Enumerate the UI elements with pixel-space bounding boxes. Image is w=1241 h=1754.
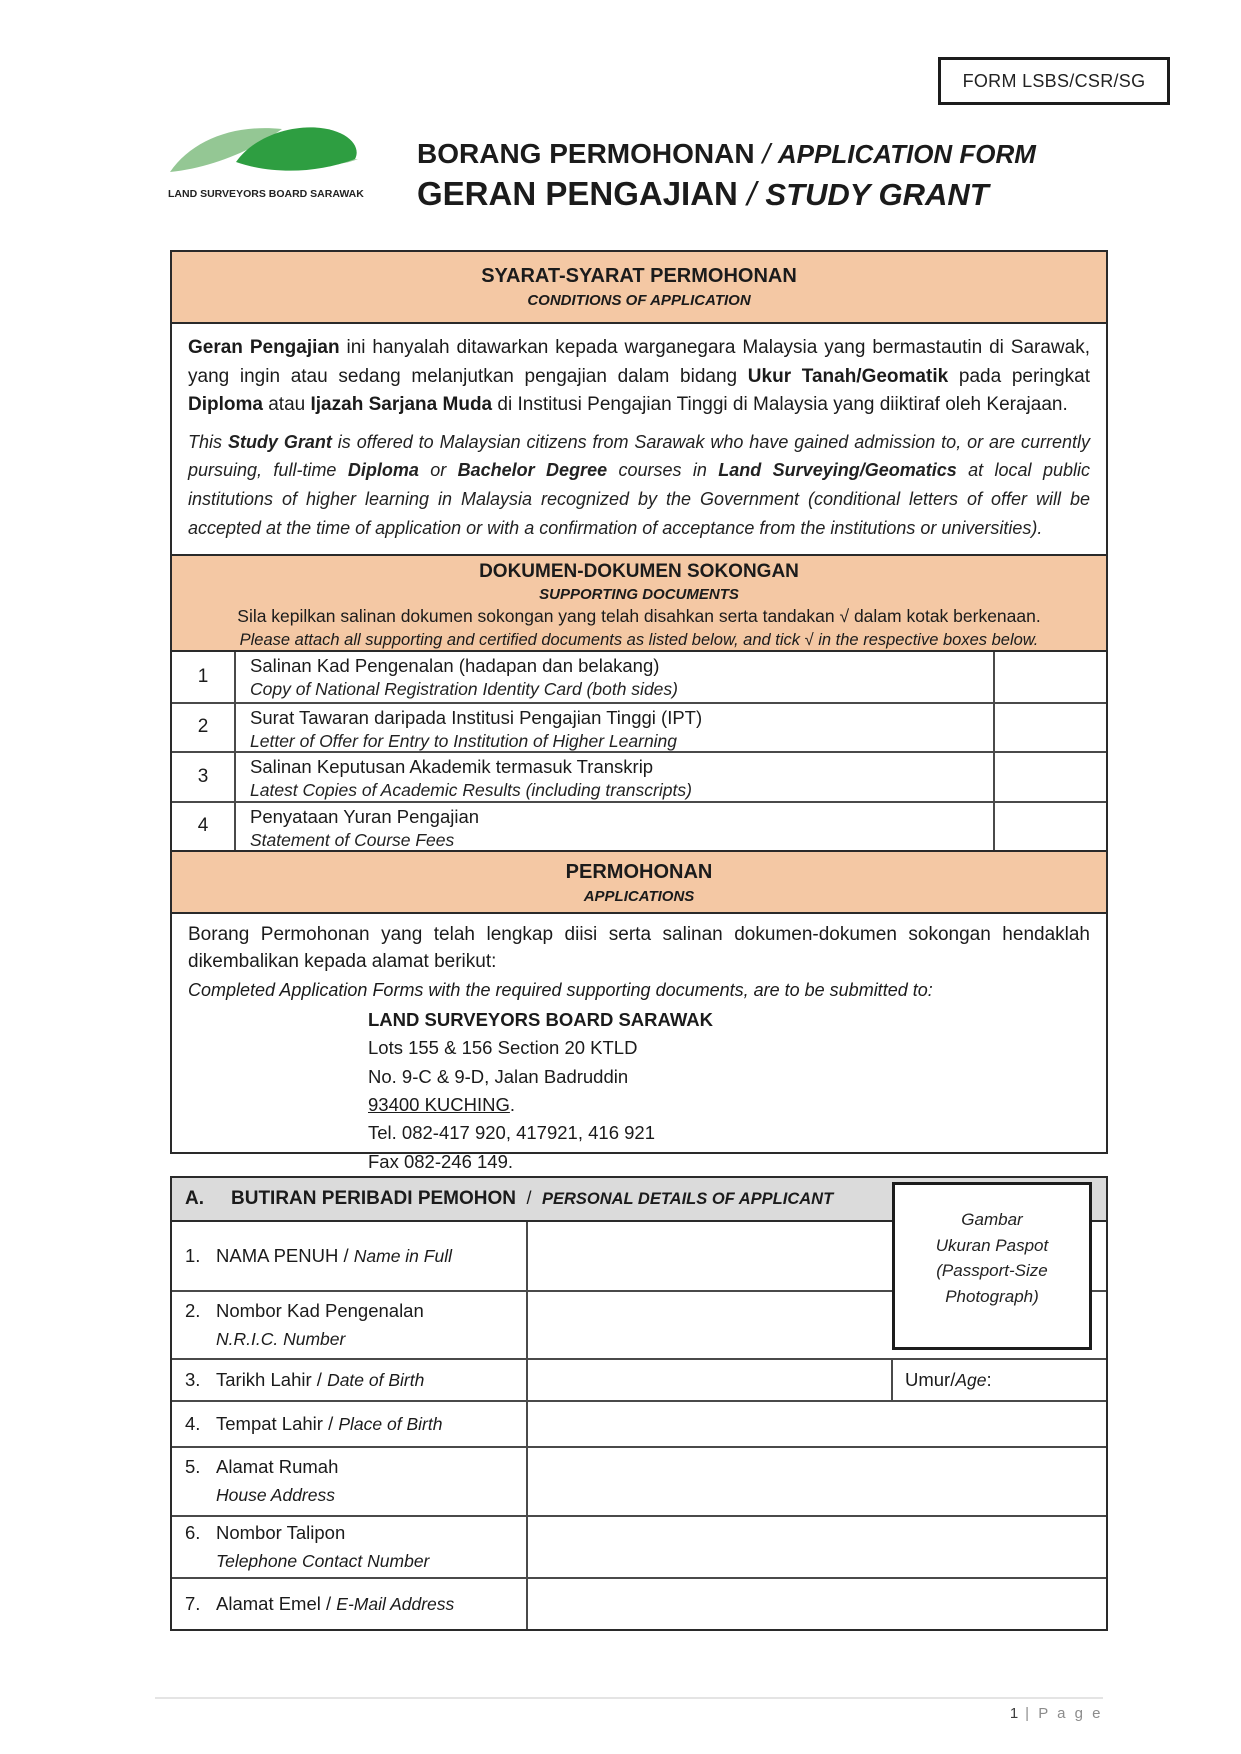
- document-desc-malay: Penyataan Yuran Pengajian: [250, 805, 480, 827]
- place-of-birth-input-cell: [528, 1402, 1106, 1446]
- telephone-input-cell: [528, 1517, 1106, 1577]
- tick-box-cell: [993, 753, 1106, 801]
- applications-body: [170, 914, 1108, 1172]
- address-line: No. 9-C & 9-D, Jalan Badruddin: [368, 1065, 629, 1087]
- applications-header-english: APPLICATIONS: [583, 888, 695, 905]
- address-line: Lots 155 & 156 Section 20 KTLD: [368, 1037, 638, 1059]
- conditions-header-malay: SYARAT-SYARAT PERMOHONAN: [481, 265, 797, 287]
- document-number: 1: [172, 652, 236, 702]
- applications-paragraph-malay: Borang Permohonan yang telah lengkap diisi serta salinan dokumen-dokumen sokongan hendaklah dikembalikan kepada alamat berikut:: [188, 924, 1090, 972]
- address-org-name: LAND SURVEYORS BOARD SARAWAK: [368, 1009, 714, 1031]
- form-title-line-1: BORANG PERMOHONAN / APPLICATION FORM: [417, 138, 1036, 169]
- address-fax: Fax 082-246 149.: [368, 1150, 514, 1172]
- address-city: 93400 KUCHING.: [368, 1094, 516, 1116]
- document-desc-malay: Surat Tawaran daripada Institusi Pengajian Tinggi (IPT): [250, 706, 703, 728]
- documents-instruction-malay: Sila kepilkan salinan dokumen sokongan yang telah disahkan serta tandakan √ dalam kotak berkenaan.: [237, 606, 1041, 627]
- field-row-telephone: [172, 1515, 1106, 1577]
- documents-section-header: [170, 556, 1108, 652]
- field-number: 4.: [185, 1412, 201, 1434]
- house-address-input-cell: [528, 1448, 1106, 1515]
- field-label: Alamat Rumah House Address: [216, 1456, 339, 1506]
- date-of-birth-input-cell: [528, 1360, 891, 1400]
- field-row-date-of-birth: [172, 1358, 1106, 1400]
- document-desc-english: Copy of National Registration Identity Card (both sides): [250, 679, 678, 700]
- document-desc-english: Latest Copies of Academic Results (including transcripts): [250, 780, 692, 801]
- title-line1-english: APPLICATION FORM: [777, 139, 1036, 169]
- conditions-body: [170, 324, 1108, 556]
- field-label: NAMA PENUH / Name in Full: [216, 1244, 452, 1266]
- documents-instruction-english: Please attach all supporting and certified documents as listed below, and tick √ in the respective boxes below.: [239, 630, 1039, 649]
- section-title-malay: BUTIRAN PERIBADI PEMOHON: [231, 1188, 517, 1209]
- form-title-line-2: GERAN PENGAJIAN / STUDY GRANT: [417, 175, 989, 212]
- conditions-header-english: CONDITIONS OF APPLICATION: [527, 292, 751, 309]
- document-number: 3: [172, 753, 236, 801]
- document-description: [236, 652, 993, 702]
- field-row-email: [172, 1577, 1106, 1629]
- document-row: [172, 702, 1106, 752]
- logo-caption: LAND SURVEYORS BOARD SARAWAK: [168, 188, 364, 200]
- document-desc-english: Statement of Course Fees: [250, 829, 455, 850]
- email-input-cell: [528, 1579, 1106, 1629]
- field-label: Nombor Kad Pengenalan N.R.I.C. Number: [216, 1299, 424, 1349]
- applications-header-malay: PERMOHONAN: [565, 861, 713, 883]
- tick-box-cell: [993, 652, 1106, 702]
- field-number: 3.: [185, 1368, 201, 1390]
- section-title-english: PERSONAL DETAILS OF APPLICANT: [541, 1190, 834, 1208]
- applications-section-header: [170, 852, 1108, 914]
- form-code-text: FORM LSBS/CSR/SG: [962, 70, 1146, 91]
- passport-photo-box: Gambar Ukuran Paspot (Passport-Size Photograph): [892, 1182, 1092, 1350]
- field-label: Nombor Talipon Telephone Contact Number: [216, 1521, 430, 1571]
- field-number: 6.: [185, 1521, 201, 1543]
- document-desc-malay: Salinan Kad Pengenalan (hadapan dan belakang): [250, 655, 660, 676]
- page-number: 1 | P a g e: [1009, 1705, 1103, 1722]
- form-code-box: [938, 57, 1170, 105]
- document-number: 2: [172, 704, 236, 752]
- documents-header-malay: DOKUMEN-DOKUMEN SOKONGAN: [479, 561, 799, 582]
- main-form-sheet: [170, 250, 1108, 1172]
- form-title: [417, 138, 1117, 213]
- field-label: Tarikh Lahir / Date of Birth: [216, 1368, 425, 1390]
- section-letter: A.: [185, 1188, 204, 1209]
- tick-box-cell: [993, 704, 1106, 752]
- field-number: 1.: [185, 1244, 201, 1266]
- submission-address: [368, 1008, 1090, 1173]
- conditions-paragraph-malay: Geran Pengajian ini hanyalah ditawarkan kepada warganegara Malaysia yang bermastautin di Sarawak, yang ingin atau sedang melanjutkan pengajian dalam bidang Ukur Tanah/Geomatik pada peringkat Diploma atau Ijazah Sarjana Muda di Institusi Pengajian Tinggi di Malaysia yang diiktiraf oleh Kerajaan.: [188, 337, 1090, 415]
- document-description: [236, 753, 993, 801]
- field-label: Alamat Emel / E-Mail Address: [216, 1592, 455, 1614]
- document-description: [236, 704, 993, 752]
- section-a-title: BUTIRAN PERIBADI PEMOHON / PERSONAL DETAILS OF APPLICANT: [231, 1188, 834, 1209]
- document-desc-english: Letter of Offer for Entry to Institution of Higher Learning: [250, 730, 678, 751]
- field-number: 2.: [185, 1299, 201, 1321]
- applications-paragraph-english: Completed Application Forms with the required supporting documents, are to be submitted to:: [188, 980, 933, 1001]
- personal-details-section: [170, 1176, 1108, 1631]
- document-row: [172, 751, 1106, 801]
- lsbs-logo: [168, 118, 364, 200]
- document-number: 4: [172, 803, 236, 851]
- document-row: [172, 801, 1106, 851]
- document-row: [172, 652, 1106, 702]
- address-telephone: Tel. 082-417 920, 417921, 416 921: [368, 1122, 655, 1144]
- field-number: 5.: [185, 1456, 201, 1478]
- document-description: [236, 803, 993, 851]
- lsbs-logo-icon: [168, 118, 360, 186]
- field-number: 7.: [185, 1592, 201, 1614]
- conditions-section-header: [170, 250, 1108, 324]
- tick-box-cell: [993, 803, 1106, 851]
- footer-divider: [155, 1697, 1103, 1699]
- documents-header-english: SUPPORTING DOCUMENTS: [539, 585, 739, 603]
- title-line2-malay: GERAN PENGAJIAN: [417, 175, 738, 212]
- field-row-place-of-birth: [172, 1400, 1106, 1446]
- title-line1-malay: BORANG PERMOHONAN: [417, 138, 755, 169]
- age-cell: Umur / Age :: [891, 1360, 1106, 1400]
- conditions-paragraph-english: This Study Grant is offered to Malaysian citizens from Sarawak who have gained admission to, or are currently pursuing, full-time Diploma or Bachelor Degree courses in Land Surveying/Geomatics at local public institutions of higher learning in Malaysia recognized by the Government (conditional letters of offer will be accepted at the time of application or with a confirmation of acceptance from the institutions or universities).: [188, 431, 1090, 538]
- title-line2-english: STUDY GRANT: [765, 177, 989, 212]
- documents-table: [170, 652, 1108, 852]
- field-label: Tempat Lahir / Place of Birth: [216, 1412, 443, 1434]
- document-desc-malay: Salinan Keputusan Akademik termasuk Transkrip: [250, 756, 654, 777]
- field-row-house-address: [172, 1446, 1106, 1515]
